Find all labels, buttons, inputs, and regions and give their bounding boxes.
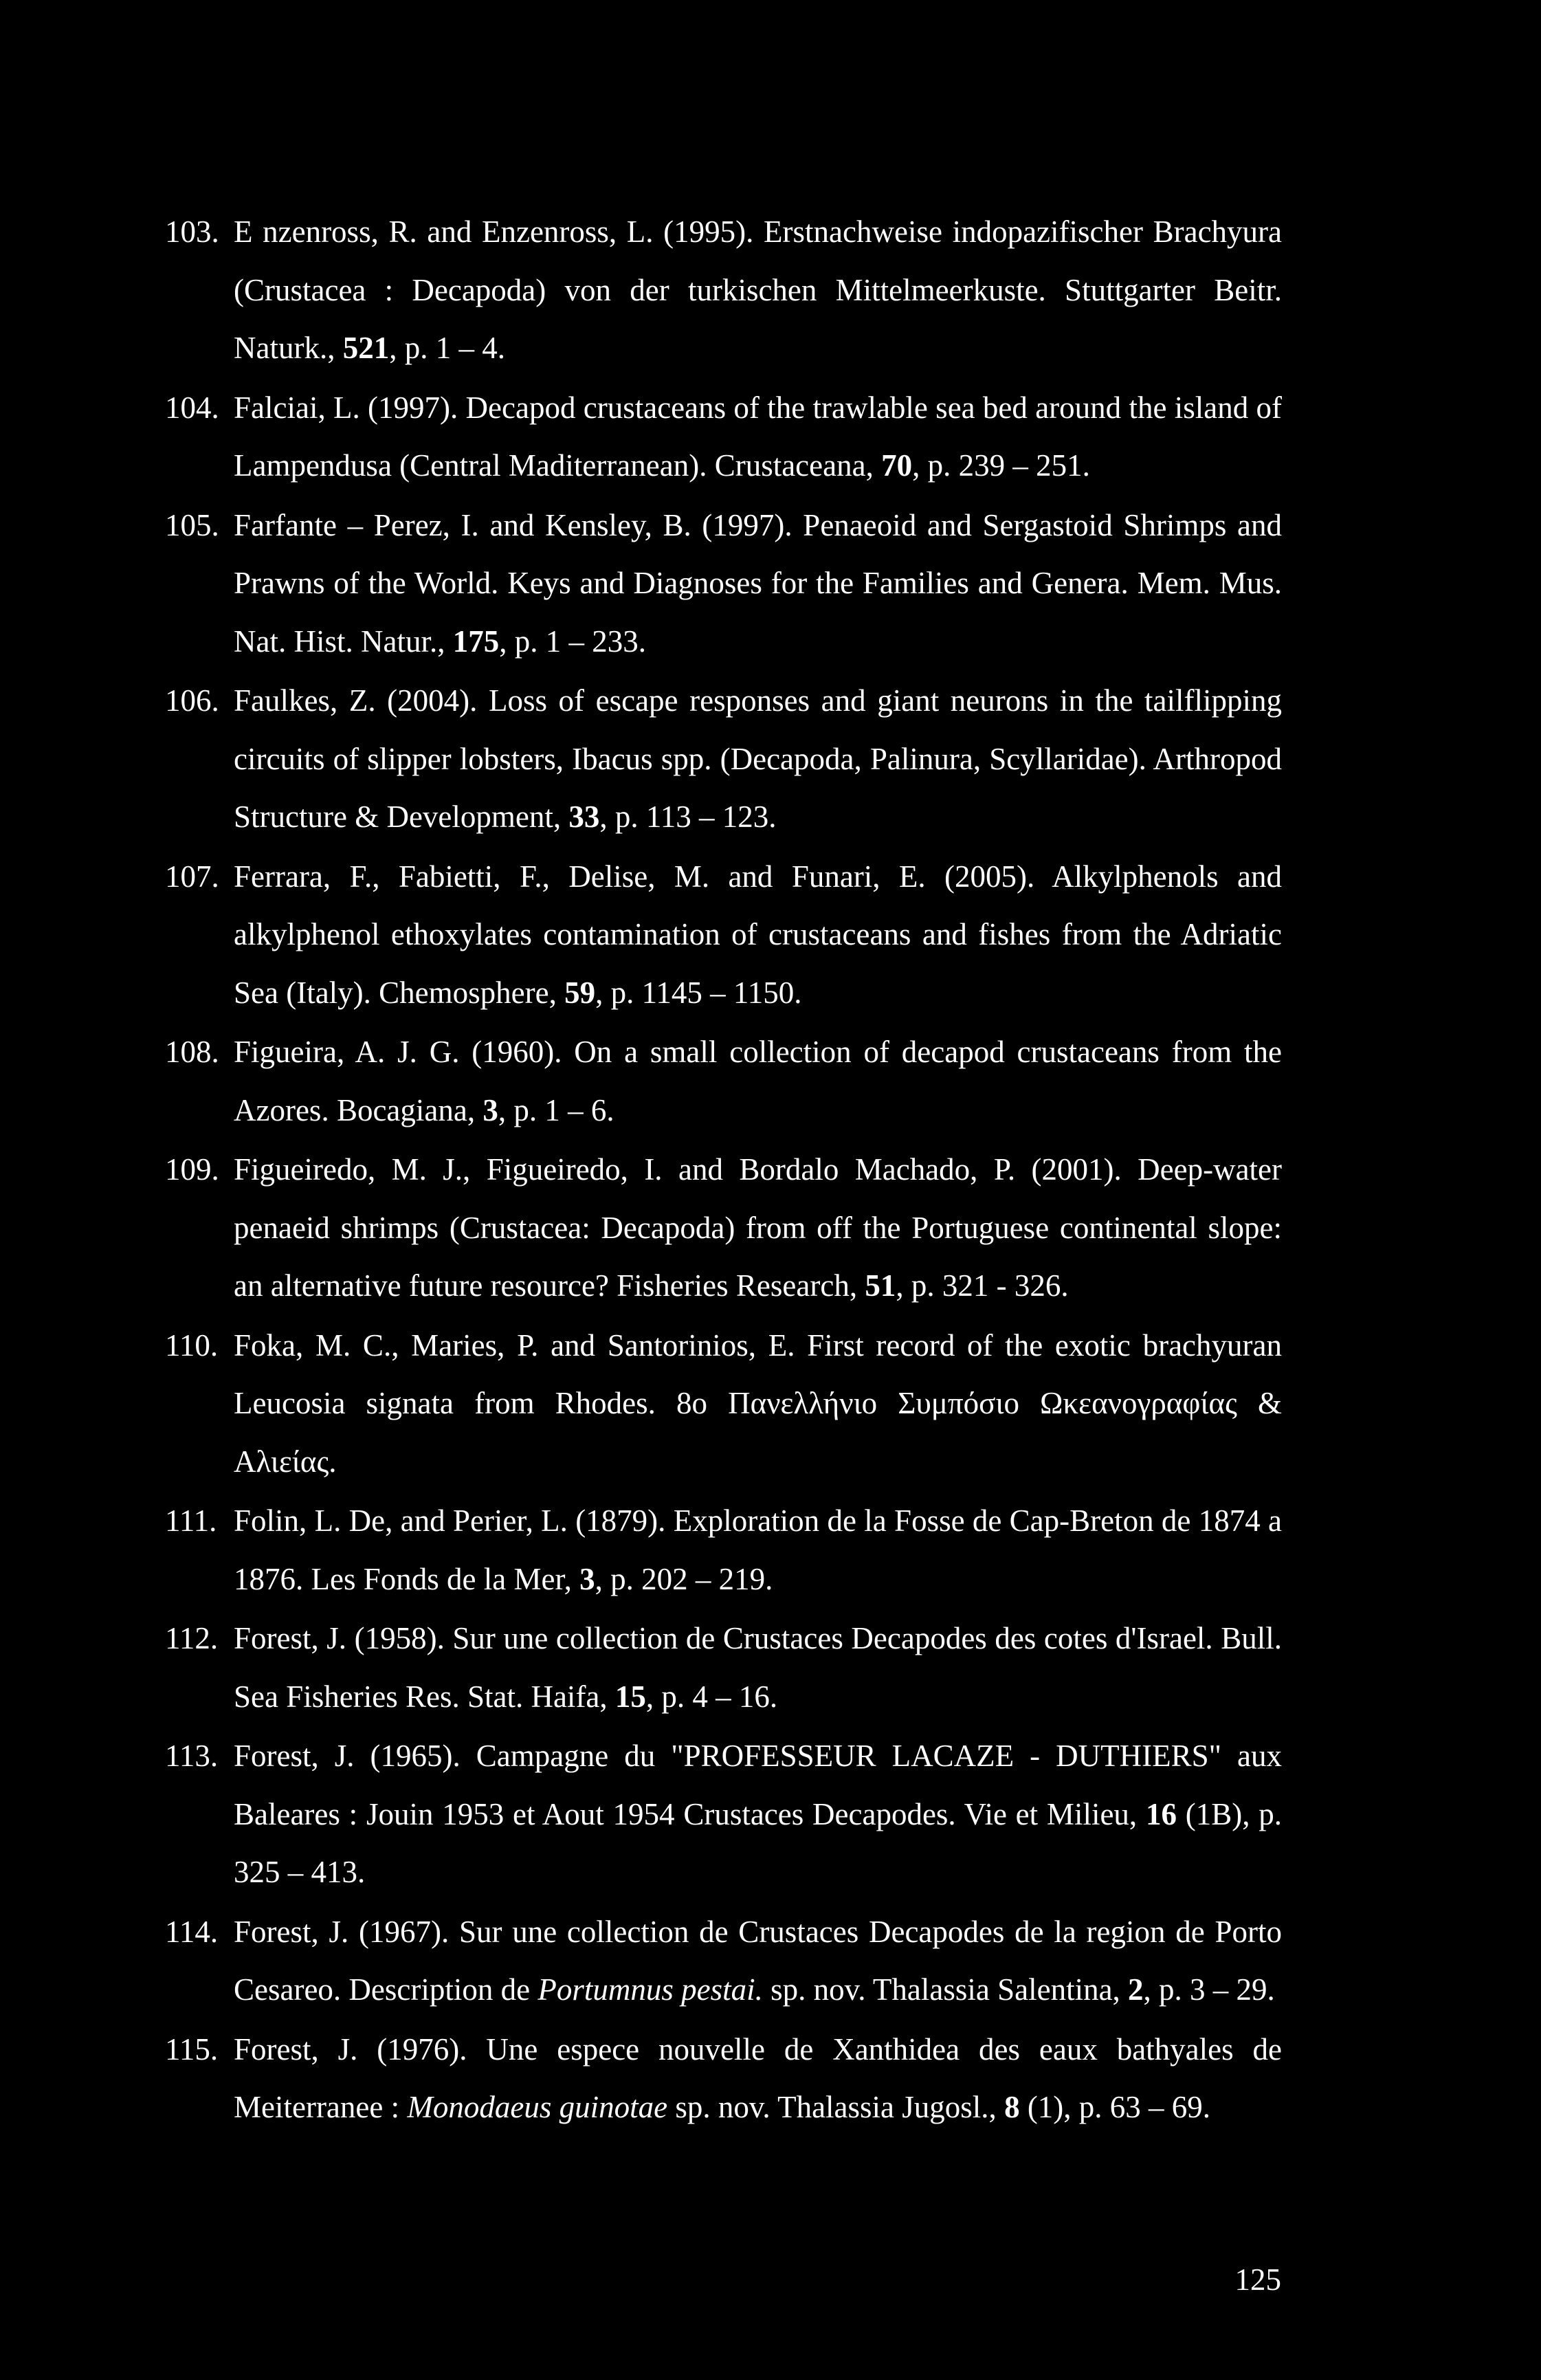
reference-text-segment: , p. 202 – 219.: [595, 1561, 773, 1596]
reference-text: [234, 390, 1282, 483]
reference-text-segment: , p. 4 – 16.: [645, 1679, 778, 1714]
page-number: 125: [1234, 2262, 1281, 2297]
reference-number: 111.: [165, 1503, 217, 1538]
reference-text-segment: , p. 1 – 4.: [389, 331, 505, 365]
reference-entry: [165, 1316, 1282, 1491]
reference-number: 106.: [165, 683, 219, 718]
reference-text-segment: Forest, J. (1958). Sur une collection de Crustaces Decapodes des cotes d'Israel. Bull. Sea Fisheries Res. Stat. Haifa,: [234, 1621, 1282, 1714]
reference-text: [234, 2032, 1282, 2125]
volume-number: 33: [568, 800, 600, 834]
reference-text-segment: sp. nov. Thalassia Jugosl.,: [667, 2090, 1005, 2124]
volume-number: 175: [452, 624, 500, 659]
reference-text-segment: (1), p. 63 – 69.: [1019, 2090, 1211, 2124]
reference-text: [234, 214, 1282, 365]
reference-text-segment: , p. 3 – 29.: [1143, 1972, 1275, 2007]
reference-text-segment: E nzenross, R. and Enzenross, L. (1995). Erstnachweise indopazifischer Brachyura (Crustacea : Decapoda) von der turkischen Mittelmeerkuste. Stuttgarter Beitr. Naturk.,: [234, 214, 1282, 365]
volume-number: 521: [342, 331, 390, 365]
reference-text-segment: Forest, J. (1967). Sur une collection de Crustaces Decapodes de la region de Porto Cesareo. Description de: [234, 1914, 1282, 2007]
volume-number: 70: [881, 448, 913, 483]
reference-number: 103.: [165, 214, 219, 249]
volume-number: 15: [614, 1679, 646, 1714]
reference-number: 113.: [165, 1739, 219, 1773]
reference-entry: [165, 2020, 1282, 2137]
reference-number: 109.: [165, 1152, 219, 1187]
reference-text-segment: Figueiredo, M. J., Figueiredo, I. and Bordalo Machado, P. (2001). Deep-water penaeid shrimps (Crustacea: Decapoda) from off the Portuguese continental slope: an alternative future resource? Fisheries Research,: [234, 1152, 1282, 1303]
reference-entry: [165, 1903, 1282, 2019]
reference-entry: [165, 379, 1282, 495]
reference-text-segment: Figueira, A. J. G. (1960). On a small collection of decapod crustaceans from the Azores. Bocagiana,: [234, 1035, 1282, 1127]
reference-text: [234, 1739, 1282, 1889]
reference-number: 112.: [165, 1621, 219, 1655]
reference-entry: [165, 1141, 1282, 1315]
reference-entry: [165, 1023, 1282, 1139]
reference-text: [234, 859, 1282, 1010]
reference-text-segment: Faulkes, Z. (2004). Loss of escape responses and giant neurons in the tailflipping circuits of slipper lobsters, Ibacus spp. (Decapoda, Palinura, Scyllaridae). Arthropod Structure & Development,: [234, 683, 1282, 834]
reference-entry: [165, 1727, 1282, 1902]
reference-entry: [165, 496, 1282, 671]
reference-number: 114.: [165, 1914, 219, 1949]
reference-text-segment: Ferrara, F., Fabietti, F., Delise, M. and Funari, E. (2005). Alkylphenols and alkylphenol ethoxylates contamination of crustaceans and fishes from the Adriatic Sea (Italy). Chemosphere,: [234, 859, 1282, 1010]
reference-text: [234, 1328, 1282, 1479]
reference-number: 108.: [165, 1035, 219, 1069]
reference-number: 110.: [165, 1327, 219, 1363]
reference-text-segment: , p. 239 – 251.: [912, 448, 1090, 483]
reference-text: [234, 1035, 1282, 1127]
reference-entry: [165, 1492, 1282, 1608]
volume-number: 2: [1128, 1972, 1144, 2007]
reference-text: [234, 1503, 1282, 1596]
reference-number: 115.: [165, 2031, 219, 2067]
reference-text-segment: Forest, J. (1965). Campagne du "PROFESSEUR LACAZE - DUTHIERS" aux Baleares : Jouin 1953 et Aout 1954 Crustaces Decapodes. Vie et Milieu,: [234, 1739, 1282, 1831]
volume-number: 3: [579, 1561, 595, 1596]
reference-entry: [165, 672, 1282, 846]
reference-text-segment: , p. 1145 – 1150.: [595, 975, 802, 1010]
reference-text-segment: , p. 1 – 6.: [498, 1092, 614, 1127]
reference-text-segment: , p. 113 – 123.: [599, 800, 777, 834]
reference-text-segment: Forest, J. (1976). Une espece nouvelle de Xanthidea des eaux bathyales de Meiterranee :: [234, 2031, 1282, 2124]
reference-text-segment: Farfante – Perez, I. and Kensley, B. (1997). Penaeoid and Sergastoid Shrimps and Prawns of the World. Keys and Diagnoses for the Families and Genera. Mem. Mus. Nat. Hist. Natur.,: [234, 507, 1282, 659]
reference-number: 107.: [165, 859, 219, 894]
reference-list: [165, 203, 1282, 2137]
reference-text-segment: , p. 1 – 233.: [499, 624, 646, 659]
reference-text-segment: (1B), p. 325 – 413.: [234, 1796, 1282, 1889]
species-name: Portumnus pestai.: [537, 1972, 763, 2007]
reference-text: [234, 1621, 1282, 1714]
volume-number: 3: [483, 1092, 498, 1127]
reference-text: [234, 683, 1282, 834]
volume-number: 8: [1004, 2090, 1020, 2124]
reference-number: 105.: [165, 507, 219, 542]
reference-text-segment: Folin, L. De, and Perier, L. (1879). Exploration de la Fosse de Cap-Breton de 1874 a 1876. Les Fonds de la Mer,: [234, 1503, 1282, 1596]
reference-text-segment: Falciai, L. (1997). Decapod crustaceans of the trawlable sea bed around the island of Lampendusa (Central Maditerranean). Crustaceana,: [234, 390, 1282, 483]
reference-entry: [165, 1609, 1282, 1726]
reference-text-segment: Foka, M. C., Maries, P. and Santorinios, E. First record of the exotic brachyuran Leucosia signata from Rhodes. 8o Πανελλήνιο Συμπόσιο Ωκεανογραφίας & Αλιείας.: [234, 1327, 1282, 1479]
reference-entry: [165, 848, 1282, 1022]
volume-number: 51: [865, 1268, 896, 1303]
volume-number: 59: [564, 975, 596, 1010]
reference-text-segment: sp. nov. Thalassia Salentina,: [762, 1972, 1129, 2007]
volume-number: 16: [1145, 1796, 1177, 1831]
reference-text: [234, 1152, 1282, 1303]
reference-number: 104.: [165, 390, 219, 425]
reference-text: [234, 1915, 1282, 2007]
reference-text: [234, 508, 1282, 659]
species-name: Monodaeus guinotae: [407, 2090, 668, 2124]
reference-text-segment: , p. 321 - 326.: [896, 1268, 1069, 1303]
reference-entry: [165, 203, 1282, 377]
